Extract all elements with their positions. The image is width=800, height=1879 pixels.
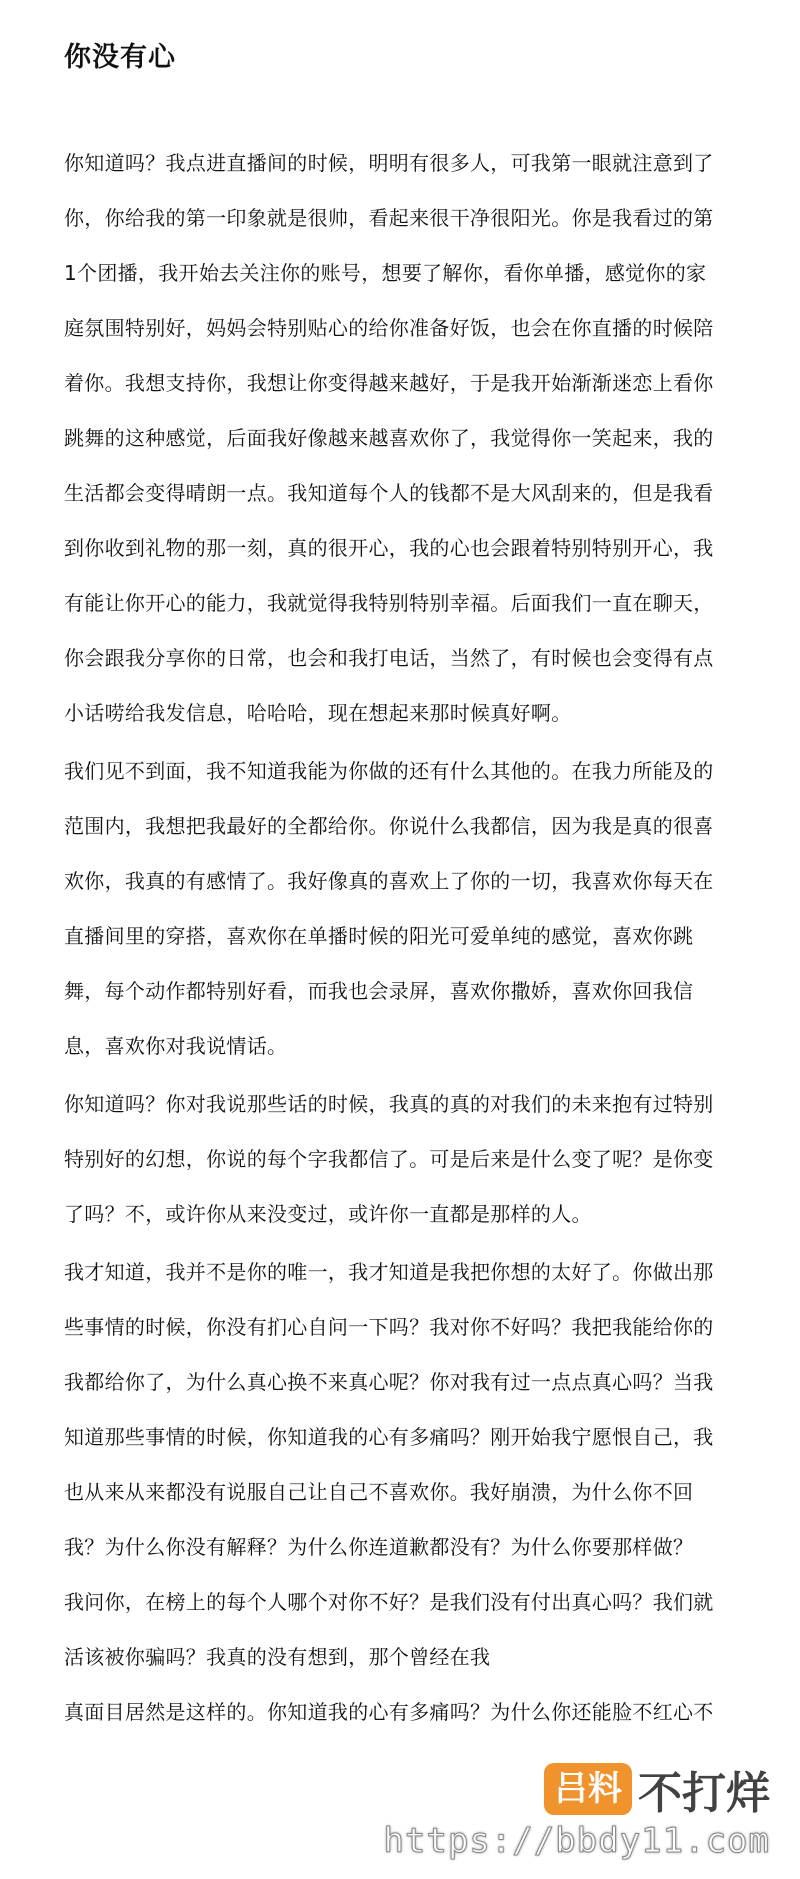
- watermark-badge: 吕料: [544, 1763, 632, 1815]
- text-line: 特别好的幻想，你说的每个字我都信了。可是后来是什么变了呢？是你变: [64, 1147, 714, 1171]
- watermark: [383, 1759, 770, 1869]
- text-line: 小话唠给我发信息，哈哈哈，现在想起来那时候真好啊。: [64, 701, 572, 725]
- text-line: 知道那些事情的时候，你知道我的心有多痛吗？刚开始我宁愿恨自己，我: [64, 1425, 714, 1449]
- text-line: 了吗？不，或许你从来没变过，或许你一直都是那样的人。: [64, 1202, 592, 1226]
- text-line: 到你收到礼物的那一刻，真的很开心，我的心也会跟着特别特别开心，我: [64, 536, 714, 560]
- watermark-url: https://bbdy11.com: [383, 1821, 770, 1861]
- text-line: 你知道吗？你对我说那些话的时候，我真的真的对我们的未来抱有过特别: [64, 1092, 714, 1116]
- document-body: [64, 136, 738, 1740]
- text-line: 我问你，在榜上的每个人哪个对你不好？是我们没有付出真心吗？我们就: [64, 1590, 714, 1614]
- text-line: 你知道吗？我点进直播间的时候，明明有很多人，可我第一眼就注意到了: [64, 151, 714, 175]
- text-line: 我？为什么你没有解释？为什么你连道歉都没有？为什么你要那样做？: [64, 1535, 694, 1559]
- paragraph: [64, 744, 738, 1074]
- text-line: 也从来从来都没有说服自己让自己不喜欢你。我好崩溃，为什么你不回: [64, 1480, 694, 1504]
- text-line: 庭氛围特别好，妈妈会特别贴心的给你准备好饭，也会在你直播的时候陪: [64, 316, 714, 340]
- text-line: 着你。我想支持你，我想让你变得越来越好，于是我开始渐渐迷恋上看你: [64, 371, 714, 395]
- text-line: 真面目居然是这样的。你知道我的心有多痛吗？为什么你还能脸不红心不: [64, 1700, 714, 1724]
- text-line: 欢你，我真的有感情了。我好像真的喜欢上了你的一切，我喜欢你每天在: [64, 869, 714, 893]
- text-line: 息，喜欢你对我说情话。: [64, 1034, 288, 1058]
- text-line: 你，你给我的第一印象就是很帅，看起来很干净很阳光。你是我看过的第: [64, 206, 714, 230]
- text-line: 1个团播，我开始去关注你的账号，想要了解你，看你单播，感觉你的家: [64, 261, 707, 285]
- text-line: 我都给你了，为什么真心换不来真心呢？你对我有过一点点真心吗？当我: [64, 1370, 714, 1394]
- text-line: 我才知道，我并不是你的唯一，我才知道是我把你想的太好了。你做出那: [64, 1260, 714, 1284]
- text-line: 生活都会变得晴朗一点。我知道每个人的钱都不是大风刮来的，但是我看: [64, 481, 714, 505]
- document-title: 你没有心: [64, 42, 176, 73]
- paragraph: [64, 1245, 738, 1740]
- text-line: 活该被你骗吗？我真的没有想到，那个曾经在我: [64, 1645, 491, 1669]
- paragraph: [64, 1077, 738, 1242]
- watermark-text: 不打烊: [638, 1768, 770, 1819]
- text-line: 我们见不到面，我不知道我能为你做的还有什么其他的。在我力所能及的: [64, 759, 714, 783]
- text-line: 你会跟我分享你的日常，也会和我打电话，当然了，有时候也会变得有点: [64, 646, 714, 670]
- text-line: 有能让你开心的能力，我就觉得我特别特别幸福。后面我们一直在聊天，: [64, 591, 714, 615]
- text-line: 跳舞的这种感觉，后面我好像越来越喜欢你了，我觉得你一笑起来，我的: [64, 426, 714, 450]
- watermark-logo: [544, 1759, 770, 1819]
- text-line: 直播间里的穿搭，喜欢你在单播时候的阳光可爱单纯的感觉，喜欢你跳: [64, 924, 694, 948]
- text-line: 范围内，我想把我最好的全都给你。你说什么我都信，因为我是真的很喜: [64, 814, 714, 838]
- paragraph: [64, 136, 738, 741]
- text-line: 舞，每个动作都特别好看，而我也会录屏，喜欢你撒娇，喜欢你回我信: [64, 979, 694, 1003]
- text-line: 些事情的时候，你没有扪心自问一下吗？我对你不好吗？我把我能给你的: [64, 1315, 714, 1339]
